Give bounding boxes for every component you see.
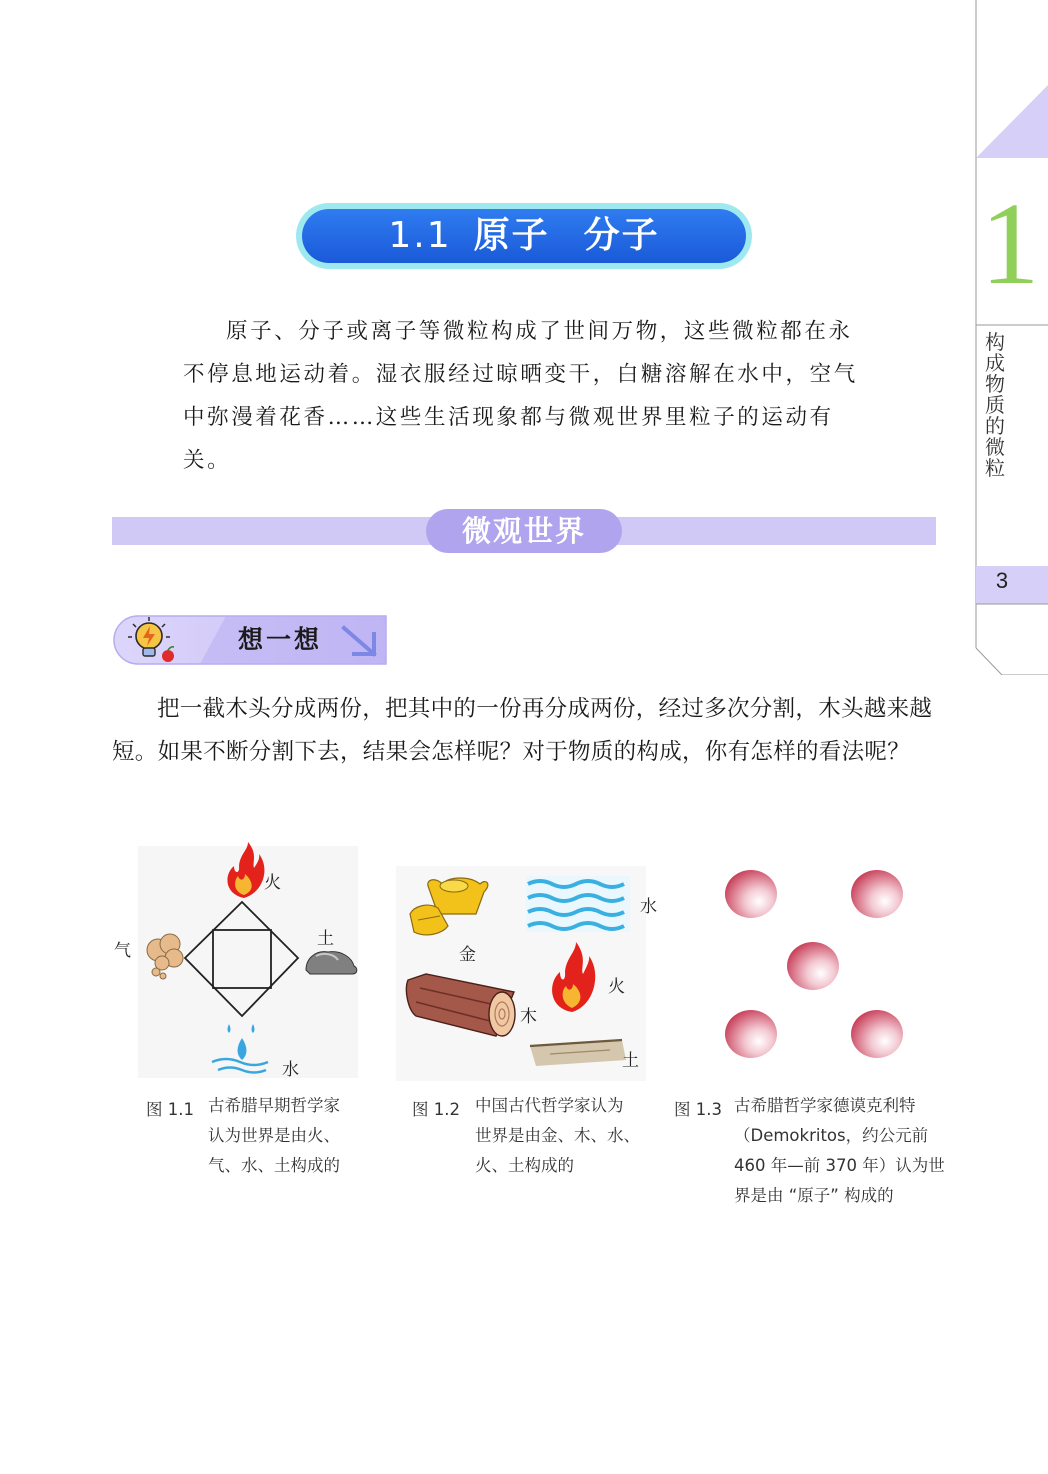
atom-circle xyxy=(851,870,903,918)
label-water: 水 xyxy=(640,897,657,917)
label-fire: 火 xyxy=(264,873,281,893)
figure-1-1-number: 图 1.1 xyxy=(146,1100,194,1119)
caption-line: 界是由 “原子” 构成的 xyxy=(734,1186,894,1205)
label-earth: 土 xyxy=(317,929,334,949)
atom-circle xyxy=(725,1010,777,1058)
caption-line: 认为世界是由火、 xyxy=(208,1126,340,1145)
section-number: 1.1 xyxy=(388,215,452,256)
side-tab-accent-triangle xyxy=(976,85,1048,158)
intro-text: 原子、分子或离子等微粒构成了世间万物，这些微粒都在永不停息地运动着。湿衣服经过晾晒变干，白糖溶解在水中，空气中弥漫着花香……这些生活现象都与微观世界里粒子的运动有关。 xyxy=(183,319,858,473)
think-question-text: 把一截木头分成两份，把其中的一份再分成两份，经过多次分割，木头越来越短。如果不断分割下去，结果会怎样呢？对于物质的构成，你有怎样的看法呢？ xyxy=(112,696,933,765)
figure-1-1-diagram xyxy=(112,840,362,1085)
figure-1-3-diagram xyxy=(715,860,915,1065)
caption-line: 火、土构成的 xyxy=(475,1156,574,1175)
caption-line: 中国古代哲学家认为 xyxy=(475,1096,624,1115)
think-title: 想一想 xyxy=(238,625,323,654)
label-earth: 土 xyxy=(622,1051,639,1071)
label-fire: 火 xyxy=(608,977,625,997)
label-air: 气 xyxy=(114,941,131,961)
water-waves-icon xyxy=(526,876,630,932)
caption-line: 古希腊哲学家德谟克利特 xyxy=(734,1096,916,1115)
caption-line: 气、水、土构成的 xyxy=(208,1156,340,1175)
atom-circle xyxy=(725,870,777,918)
caption-line: 460 年—前 370 年）认为世 xyxy=(734,1156,945,1175)
figure-1-1-caption xyxy=(208,1091,378,1181)
label-metal: 金 xyxy=(459,945,476,965)
figure-1-2-number: 图 1.2 xyxy=(412,1100,460,1119)
figure-1-2-caption xyxy=(475,1091,660,1181)
section-title xyxy=(302,209,746,263)
page-number: 3 xyxy=(995,568,1009,593)
chapter-number: 1 xyxy=(980,178,1040,309)
think-question xyxy=(112,688,938,774)
section-title-part-b: 分子 xyxy=(583,215,660,256)
label-water: 水 xyxy=(282,1060,299,1080)
figure-1-3-number: 图 1.3 xyxy=(674,1100,722,1119)
caption-line: 古希腊早期哲学家 xyxy=(208,1096,340,1115)
atom-circle xyxy=(787,942,839,990)
subsection-title: 微观世界 xyxy=(461,514,586,548)
caption-line: 世界是由金、木、水、 xyxy=(475,1126,640,1145)
intro-paragraph xyxy=(183,310,873,482)
caption-line: （Demokritos，约公元前 xyxy=(734,1126,929,1145)
figure-1-3-caption xyxy=(734,1091,949,1211)
chapter-title: 构成物质的微粒 xyxy=(985,330,1005,480)
atom-circle xyxy=(851,1010,903,1058)
section-title-part-a: 原子 xyxy=(473,215,550,256)
label-wood: 木 xyxy=(520,1007,537,1027)
